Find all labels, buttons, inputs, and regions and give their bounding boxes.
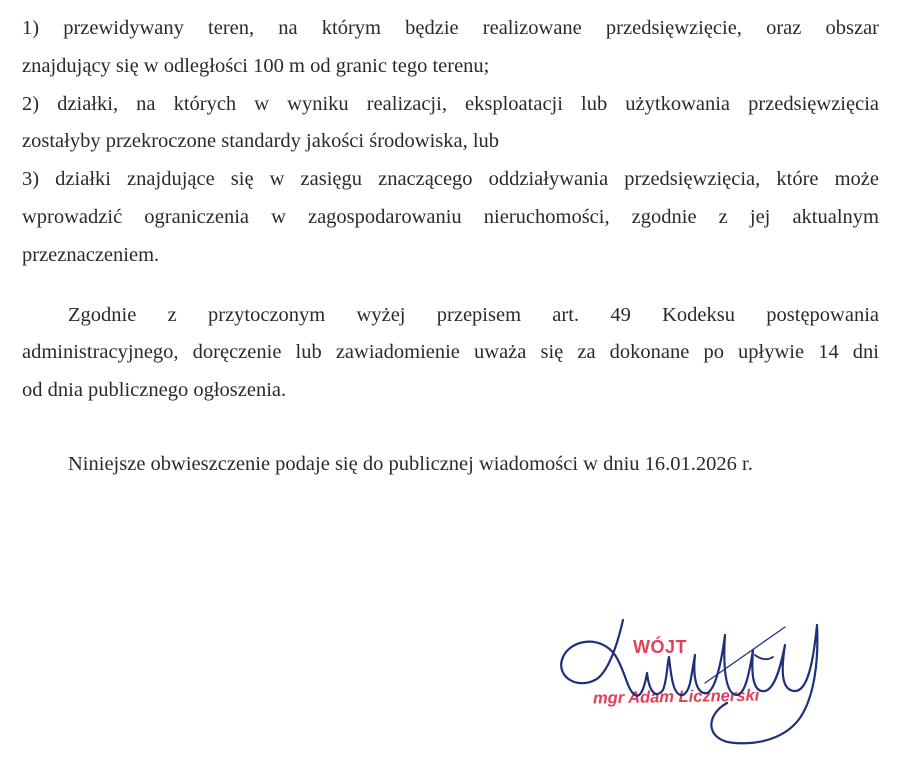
list-item-1-line-1: 1) przewidywany teren, na którym będzie realizowane przedsięwzięcie, oraz obszar (22, 17, 879, 39)
spacer (22, 410, 879, 446)
list-item-1-line-2: znajdujący się w odległości 100 m od granic tego terenu; (22, 54, 490, 77)
list-item-1 (22, 10, 879, 86)
list-item-2 (22, 86, 879, 162)
spacer (22, 275, 879, 297)
list-item-3 (22, 161, 879, 274)
publication-notice: Niniejsze obwieszczenie podaje się do publicznej wiadomości w dniu 16.01.2026 r. (68, 452, 753, 475)
paragraph-delivery (22, 297, 879, 410)
paragraph-delivery-line-1: Zgodnie z przytoczonym wyżej przepisem art. 49 Kodeksu postępowania (68, 303, 879, 326)
list-item-2-line-1: 2) działki, na których w wyniku realizacji, eksploatacji lub użytkowania przedsięwzięcia (22, 92, 879, 115)
signature-block (555, 595, 845, 765)
list-item-3-line-3: przeznaczeniem. (22, 243, 160, 266)
stamp-name: mgr Adam Licznerski (592, 686, 760, 708)
stamp-title: WÓJT (633, 637, 687, 657)
document-page (22, 10, 879, 484)
handwritten-signature-icon (555, 595, 845, 765)
paragraph-delivery-line-3: od dnia publicznego ogłoszenia. (22, 379, 287, 402)
list-item-3-line-1: 3) działki znajdujące się w zasięgu znaczącego oddziaływania przedsięwzięcia, które może (22, 168, 879, 191)
paragraph-delivery-line-2: administracyjnego, doręczenie lub zawiadomienie uważa się za dokonane po upływie 14 dni (22, 341, 879, 364)
list-item-2-line-2: zostałyby przekroczone standardy jakości środowiska, lub (22, 130, 500, 153)
list-item-3-line-2: wprowadzić ograniczenia w zagospodarowaniu nieruchomości, zgodnie z jej aktualnym (22, 205, 879, 228)
